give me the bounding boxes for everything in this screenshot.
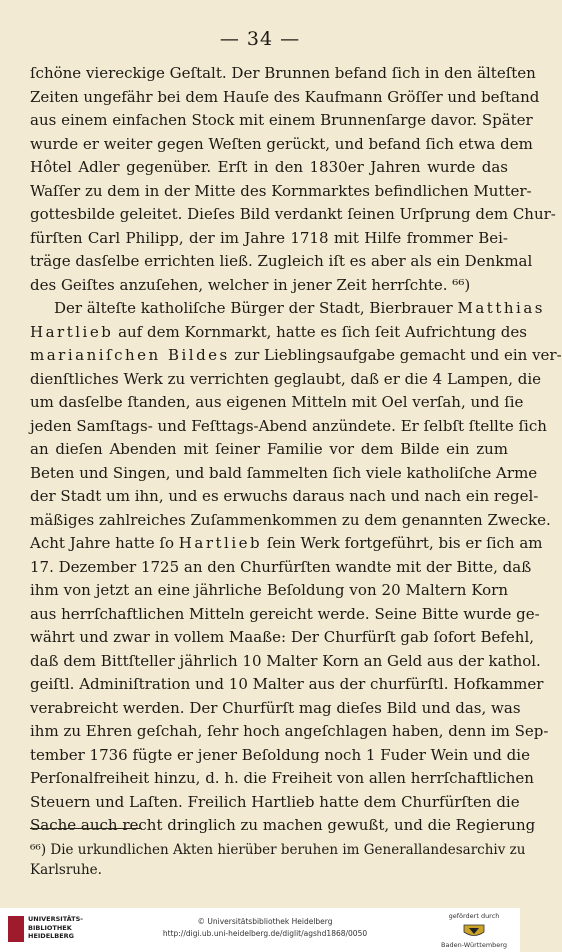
text-line	[30, 297, 545, 321]
body-text	[30, 62, 562, 838]
footnote	[30, 840, 526, 880]
text-line: Zeiten ungefähr bei dem Hauſe des Kaufmann Gröſſer und beſtand	[30, 87, 540, 106]
text-line: dienſtliches Werk zu verrichten geglaubt, daß er die 4 Lampen, die	[30, 369, 542, 388]
text-line	[30, 321, 527, 345]
logo-line: HEIDELBERG	[28, 932, 75, 940]
text-line: an dieſen Abenden mit ſeiner Familie vor dem Bilde ein zum	[30, 440, 508, 458]
text-line: aus herrſchaftlichen Mitteln gereicht werde. Seine Bitte wurde ge-	[30, 604, 540, 623]
text-line: 17. Dezember 1725 an den Churfürſten wandte mit der Bitte, daß	[30, 557, 532, 576]
text-line: Sache auch recht dringlich zu machen gewußt, und die Regierung	[30, 816, 536, 834]
text-line: mäßiges zahlreiches Zuſammenkommen zu dem genannten Zwecke.	[30, 510, 551, 529]
footnote-line: ⁶⁶) Die urkundlichen Akten hierüber beruhen im Generallandesarchiv zu	[30, 842, 526, 858]
funded-by-label: gefördert durch	[448, 912, 500, 920]
text-line: gottesbilde geleitet. Dieſes Bild verdankt ſeinen Urſprung dem Chur-	[30, 205, 556, 223]
text-line: jeden Samſtags- und Feſttags-Abend anzündete. Er ſelbſt ſtellte ſich	[30, 416, 547, 435]
text-line: aus einem einfachen Stock mit einem Brunnenſarge davor. Später	[30, 111, 533, 129]
text-line: ihm von jetzt an eine jährliche Beſoldung von 20 Maltern Korn	[30, 581, 508, 599]
footer-credits	[120, 916, 410, 940]
source-url-link[interactable]: http://digi.ub.uni-heidelberg.de/diglit/agshd1868/0050	[162, 929, 368, 938]
person-name: Hartlieb	[178, 534, 263, 552]
text-line: fürſten Carl Philipp, der im Jahre 1718 mit Hilfe frommer Bei-	[30, 228, 508, 247]
text-line: tember 1736 fügte er jener Beſoldung noch 1 Fuder Wein und die	[30, 745, 530, 764]
text-line: währt und zwar in vollem Maaße: Der Churfürſt gab ſofort Befehl,	[30, 628, 535, 646]
text-line	[30, 532, 543, 556]
library-logo-text	[28, 915, 83, 941]
text-line: ſchöne viereckige Geſtalt. Der Brunnen befand ſich in den älteſten	[30, 64, 536, 82]
text-line: daß dem Bittſteller jährlich 10 Malter Korn an Geld aus der kathol.	[30, 651, 541, 670]
university-library-logo[interactable]	[8, 914, 83, 948]
person-name: Hartlieb	[30, 322, 114, 341]
text-line: Beten und Singen, und bald ſammelten ſich viele katholiſche Arme	[30, 463, 538, 482]
text-line: wurde er weiter gegen Weſten gerückt, und befand ſich etwa dem	[30, 134, 533, 153]
state-crest-icon	[461, 923, 487, 939]
funder-logo[interactable]	[434, 912, 514, 949]
text-span: zur Lieblingsaufgabe gemacht und ein ver-	[234, 346, 562, 364]
text-line: geiſtl. Adminiſtration und 10 Malter aus der churfürſtl. Hofkammer	[30, 675, 544, 693]
emphasis-text: marianiſchen Bildes	[30, 346, 230, 364]
text-line: der Stadt um ihn, und es erwuchs daraus nach und nach ein regel-	[30, 487, 539, 505]
text-span: Acht Jahre hatte ſo	[30, 534, 175, 552]
library-footer	[0, 908, 520, 952]
library-emblem-icon	[8, 916, 24, 942]
text-line: Perſonalfreiheit hinzu, d. h. die Freiheit von allen herrſchaftlichen	[30, 769, 534, 787]
text-line: Hôtel Adler gegenüber. Erſt in den 1830er Jahren wurde das	[30, 158, 508, 176]
logo-line: UNIVERSITÄTS-	[28, 915, 83, 923]
text-line: des Geiſtes anzuſehen, welcher in jener Zeit herrſchte. ⁶⁶)	[30, 275, 471, 294]
person-name: Matthias	[457, 299, 545, 317]
text-line: um dasſelbe ſtanden, aus eigenen Mitteln mit Oel verſah, und ſie	[30, 393, 524, 411]
funder-name: Baden-Württemberg	[441, 941, 507, 949]
text-line: ihm zu Ehren geſchah, ſehr hoch angeſchlagen haben, denn im Sep-	[30, 722, 549, 740]
text-span: auf dem Kornmarkt, hatte es ſich ſeit Aufrichtung des	[118, 322, 527, 341]
text-span: Der älteſte katholiſche Bürger der Stadt, Bierbrauer	[54, 299, 453, 317]
text-line	[30, 344, 562, 368]
footnote-line: Karlsruhe.	[30, 862, 102, 878]
text-line: Waſſer zu dem in der Mitte des Kornmarktes befindlichen Mutter-	[30, 181, 532, 200]
text-line: träge dasſelbe errichten ließ. Zugleich iſt es aber als ein Denkmal	[30, 252, 533, 270]
text-line: Steuern und Laſten. Freilich Hartlieb hatte dem Churfürſten die	[30, 792, 520, 811]
text-line: verabreicht werden. Der Churfürſt mag dieſes Bild und das, was	[30, 698, 521, 717]
copyright-text: © Universitätsbibliothek Heidelberg	[197, 917, 333, 926]
text-span: ſein Werk fortgeführt, bis er ſich am	[266, 534, 543, 552]
logo-line: BIBLIOTHEK	[28, 923, 72, 932]
page-number: — 34 —	[219, 28, 301, 50]
footnote-divider	[30, 828, 142, 829]
